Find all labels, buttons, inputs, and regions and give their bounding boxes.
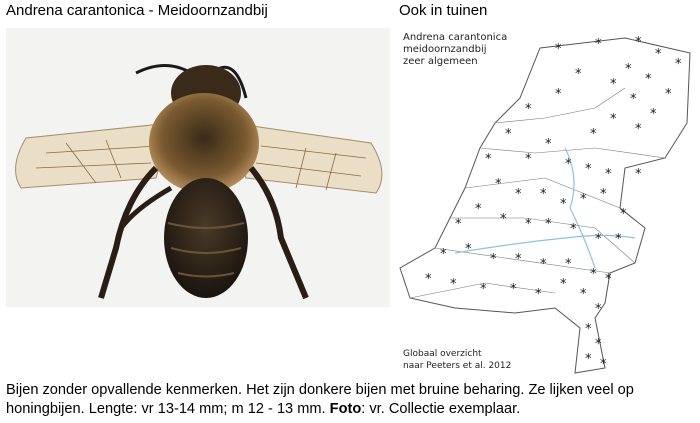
- observation-marker: *: [575, 67, 582, 82]
- observation-marker: *: [570, 222, 577, 237]
- observation-marker: *: [610, 112, 617, 127]
- map-source-citation: naar Peeters et al. 2012: [403, 361, 512, 371]
- observation-marker: *: [655, 47, 662, 62]
- observation-marker: *: [585, 352, 592, 367]
- observation-marker: *: [525, 217, 532, 232]
- netherlands-map: [395, 28, 695, 378]
- observation-marker: *: [455, 217, 462, 232]
- observation-marker: *: [600, 187, 607, 202]
- observation-marker: *: [465, 242, 472, 257]
- observation-marker: *: [545, 217, 552, 232]
- observation-marker: *: [635, 35, 642, 50]
- observation-marker: *: [490, 252, 497, 267]
- observation-marker: *: [440, 247, 447, 262]
- observation-marker: *: [545, 137, 552, 152]
- observation-marker: *: [540, 257, 547, 272]
- observation-marker: *: [605, 167, 612, 182]
- observation-marker: *: [515, 252, 522, 267]
- bee-illustration: [6, 28, 390, 307]
- observation-marker: *: [580, 287, 587, 302]
- observation-marker: *: [505, 127, 512, 142]
- garden-note: Ook in tuinen: [399, 2, 488, 19]
- observation-marker: *: [590, 267, 597, 282]
- observation-marker: *: [525, 102, 532, 117]
- map-legend-species: Andrena carantonica: [403, 32, 508, 43]
- observation-markers: [425, 35, 682, 372]
- observation-marker: *: [500, 212, 507, 227]
- species-title: Andrena carantonica - Meidoornzandbij: [6, 2, 268, 19]
- observation-marker: *: [620, 207, 627, 222]
- observation-marker: *: [565, 257, 572, 272]
- observation-marker: *: [585, 322, 592, 337]
- observation-marker: *: [585, 162, 592, 177]
- observation-marker: *: [595, 337, 602, 352]
- observation-marker: *: [560, 197, 567, 212]
- map-legend-frequency: zeer algemeen: [403, 56, 478, 67]
- distribution-map: [395, 28, 695, 378]
- observation-marker: *: [475, 202, 482, 217]
- observation-marker: *: [630, 92, 637, 107]
- observation-marker: *: [555, 87, 562, 102]
- observation-marker: *: [525, 152, 532, 167]
- map-source-title: Globaal overzicht: [403, 349, 482, 359]
- observation-marker: *: [615, 232, 622, 247]
- observation-marker: *: [480, 282, 487, 297]
- observation-marker: *: [555, 42, 562, 57]
- species-description: [6, 381, 696, 419]
- observation-marker: *: [675, 57, 682, 72]
- observation-marker: *: [590, 127, 597, 142]
- observation-marker: *: [535, 287, 542, 302]
- observation-marker: *: [595, 232, 602, 247]
- observation-marker: *: [625, 62, 632, 77]
- observation-marker: *: [580, 192, 587, 207]
- bee-specimen-photo: [6, 28, 390, 307]
- observation-marker: *: [595, 302, 602, 317]
- observation-marker: *: [515, 187, 522, 202]
- observation-marker: *: [600, 357, 607, 372]
- description-text: Bijen zonder opvallende kenmerken. Het zijn donkere bijen met bruine beharing. Ze lijken veel op honingbijen. Lengte: vr 13-14 mm; m 12 - 13 mm.: [6, 382, 634, 417]
- observation-marker: *: [540, 187, 547, 202]
- map-legend-common-name: meidoornzandbij: [403, 44, 487, 55]
- observation-marker: *: [665, 87, 672, 102]
- observation-marker: *: [650, 107, 657, 122]
- observation-marker: *: [595, 37, 602, 52]
- observation-marker: *: [605, 272, 612, 287]
- observation-marker: *: [495, 177, 502, 192]
- observation-marker: *: [425, 272, 432, 287]
- observation-marker: *: [485, 152, 492, 167]
- observation-marker: *: [560, 277, 567, 292]
- observation-marker: *: [610, 77, 617, 92]
- photo-label: Foto: [329, 401, 362, 417]
- observation-marker: *: [645, 72, 652, 87]
- observation-marker: *: [450, 277, 457, 292]
- observation-marker: *: [635, 167, 642, 182]
- observation-marker: *: [635, 122, 642, 137]
- observation-marker: *: [565, 157, 572, 172]
- photo-credit: : vr. Collectie exemplaar.: [361, 401, 521, 417]
- observation-marker: *: [510, 282, 517, 297]
